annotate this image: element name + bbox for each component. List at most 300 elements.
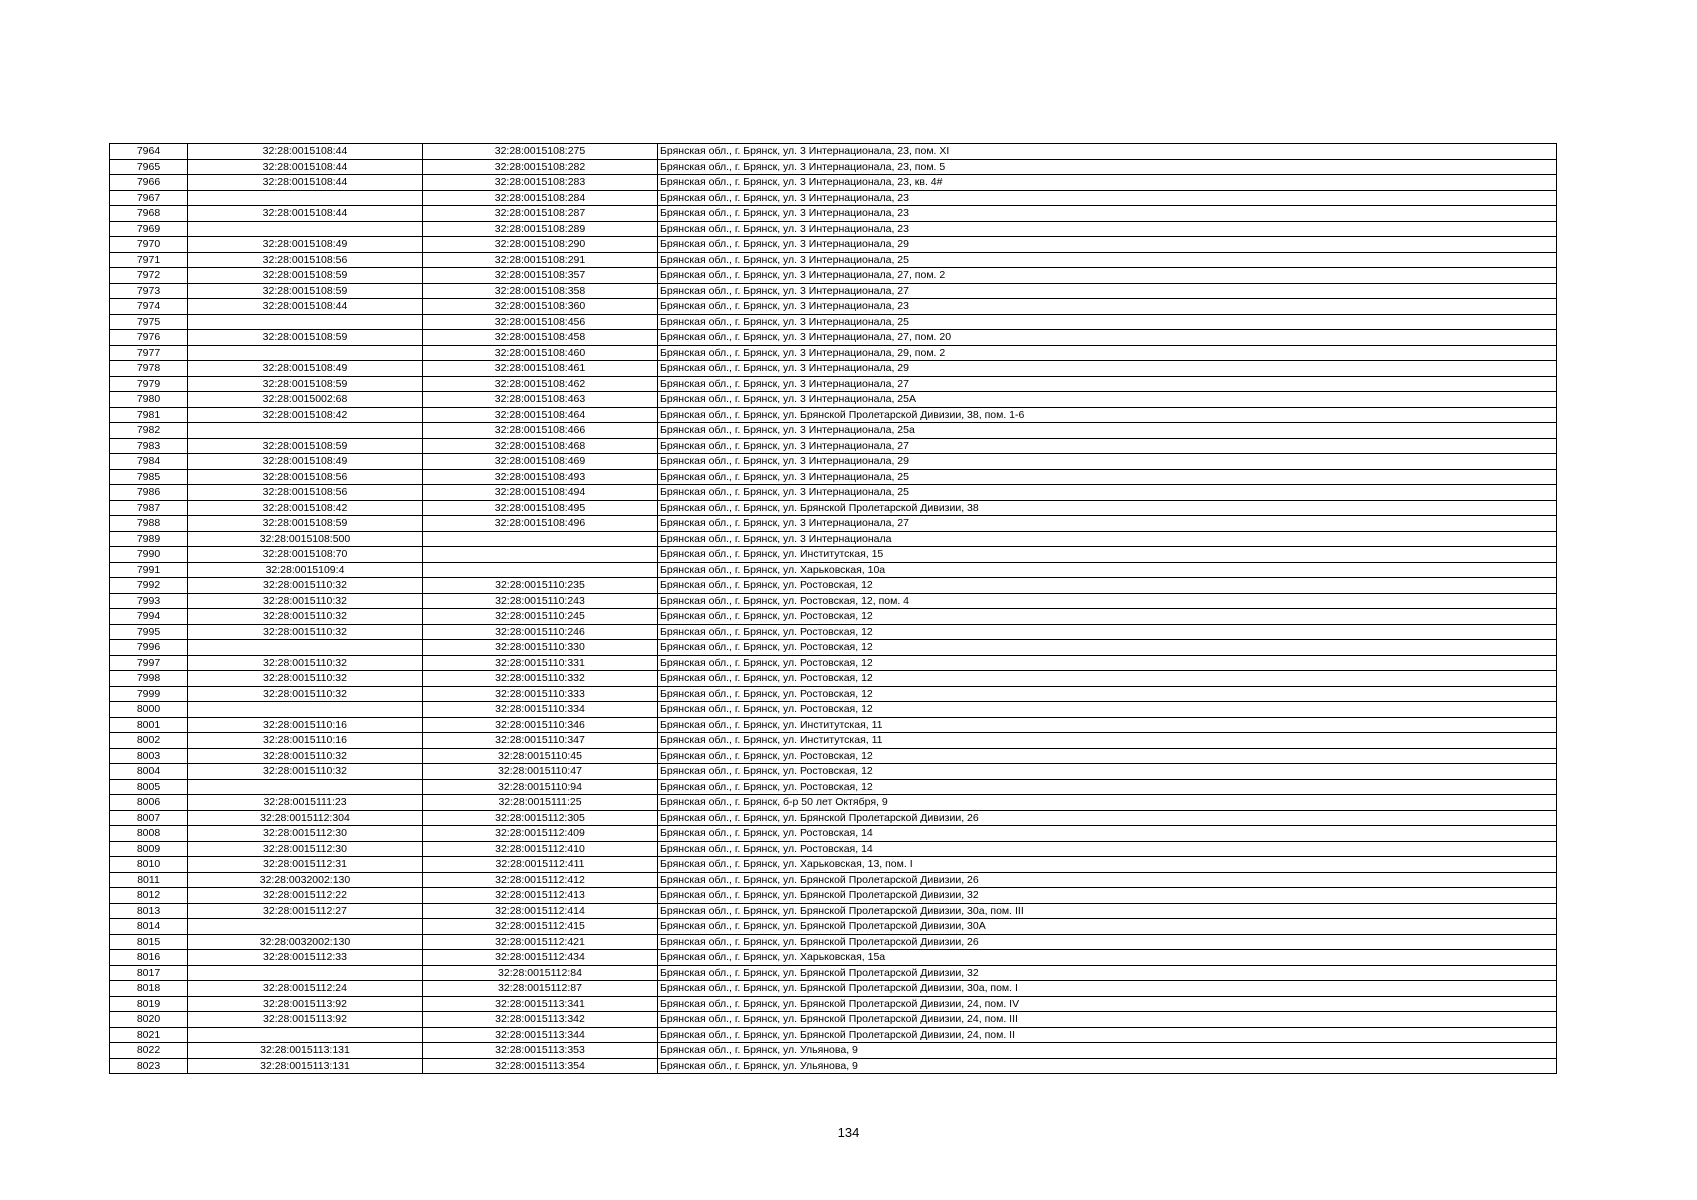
table-row bbox=[110, 1058, 1557, 1074]
parent-cadastral-number-cell: 32:28:0015112:22 bbox=[188, 888, 423, 904]
row-number-cell: 8018 bbox=[110, 981, 188, 997]
parent-cadastral-number-cell: 32:28:0015112:33 bbox=[188, 950, 423, 966]
row-number-cell: 7976 bbox=[110, 330, 188, 346]
row-number-cell: 7993 bbox=[110, 593, 188, 609]
parent-cadastral-number-cell: 32:28:0015108:49 bbox=[188, 361, 423, 377]
table-row bbox=[110, 655, 1557, 671]
row-number-cell: 8007 bbox=[110, 810, 188, 826]
table-row bbox=[110, 485, 1557, 501]
address-cell: Брянская обл., г. Брянск, ул. 3 Интернационала, 23, пом. XI bbox=[658, 144, 1557, 160]
table-row bbox=[110, 268, 1557, 284]
table-row bbox=[110, 423, 1557, 439]
address-cell: Брянская обл., г. Брянск, ул. Ростовская, 12 bbox=[658, 609, 1557, 625]
cadastral-number-cell: 32:28:0015112:412 bbox=[423, 872, 658, 888]
table-row bbox=[110, 857, 1557, 873]
table-row bbox=[110, 733, 1557, 749]
cadastral-number-cell: 32:28:0015112:413 bbox=[423, 888, 658, 904]
cadastral-number-cell: 32:28:0015110:45 bbox=[423, 748, 658, 764]
table-row bbox=[110, 345, 1557, 361]
table-row bbox=[110, 981, 1557, 997]
parent-cadastral-number-cell: 32:28:0015113:92 bbox=[188, 996, 423, 1012]
address-cell: Брянская обл., г. Брянск, ул. Ростовская, 12 bbox=[658, 624, 1557, 640]
parent-cadastral-number-cell: 32:28:0015108:44 bbox=[188, 299, 423, 315]
address-cell: Брянская обл., г. Брянск, ул. 3 Интернационала, 29 bbox=[658, 454, 1557, 470]
cadastral-number-cell: 32:28:0015108:493 bbox=[423, 469, 658, 485]
address-cell: Брянская обл., г. Брянск, ул. 3 Интернационала, 29 bbox=[658, 361, 1557, 377]
address-cell: Брянская обл., г. Брянск, ул. Брянской Пролетарской Дивизии, 32 bbox=[658, 965, 1557, 981]
row-number-cell: 7982 bbox=[110, 423, 188, 439]
parent-cadastral-number-cell: 32:28:0015108:49 bbox=[188, 237, 423, 253]
parent-cadastral-number-cell bbox=[188, 190, 423, 206]
address-cell: Брянская обл., г. Брянск, ул. 3 Интернационала, 23 bbox=[658, 221, 1557, 237]
table-row bbox=[110, 872, 1557, 888]
table-row bbox=[110, 764, 1557, 780]
parent-cadastral-number-cell: 32:28:0015108:59 bbox=[188, 438, 423, 454]
cadastral-number-cell: 32:28:0015110:235 bbox=[423, 578, 658, 594]
parent-cadastral-number-cell: 32:28:0015002:68 bbox=[188, 392, 423, 408]
address-cell: Брянская обл., г. Брянск, ул. Ростовская, 14 bbox=[658, 826, 1557, 842]
address-cell: Брянская обл., г. Брянск, ул. Брянской Пролетарской Дивизии, 32 bbox=[658, 888, 1557, 904]
address-cell: Брянская обл., г. Брянск, ул. Ростовская, 12 bbox=[658, 702, 1557, 718]
cadastral-number-cell: 32:28:0015110:334 bbox=[423, 702, 658, 718]
row-number-cell: 7996 bbox=[110, 640, 188, 656]
address-cell: Брянская обл., г. Брянск, ул. Брянской Пролетарской Дивизии, 24, пом. II bbox=[658, 1027, 1557, 1043]
parent-cadastral-number-cell bbox=[188, 345, 423, 361]
table-row bbox=[110, 640, 1557, 656]
cadastral-number-cell: 32:28:0015108:357 bbox=[423, 268, 658, 284]
row-number-cell: 8000 bbox=[110, 702, 188, 718]
address-cell: Брянская обл., г. Брянск, ул. Ростовская, 14 bbox=[658, 841, 1557, 857]
table-row bbox=[110, 795, 1557, 811]
parent-cadastral-number-cell bbox=[188, 702, 423, 718]
row-number-cell: 8005 bbox=[110, 779, 188, 795]
table-row bbox=[110, 624, 1557, 640]
cadastral-number-cell bbox=[423, 562, 658, 578]
row-number-cell: 7971 bbox=[110, 252, 188, 268]
parent-cadastral-number-cell: 32:28:0015108:56 bbox=[188, 485, 423, 501]
cadastral-number-cell: 32:28:0015112:87 bbox=[423, 981, 658, 997]
table-row bbox=[110, 810, 1557, 826]
address-cell: Брянская обл., г. Брянск, ул. 3 Интернационала, 27, пом. 20 bbox=[658, 330, 1557, 346]
page-number: 134 bbox=[837, 1125, 860, 1140]
row-number-cell: 8009 bbox=[110, 841, 188, 857]
cadastral-number-cell: 32:28:0015113:342 bbox=[423, 1012, 658, 1028]
address-cell: Брянская обл., г. Брянск, ул. 3 Интернационала bbox=[658, 531, 1557, 547]
parent-cadastral-number-cell: 32:28:0015108:500 bbox=[188, 531, 423, 547]
address-cell: Брянская обл., г. Брянск, ул. Брянской Пролетарской Дивизии, 26 bbox=[658, 810, 1557, 826]
address-cell: Брянская обл., г. Брянск, ул. Ростовская, 12 bbox=[658, 655, 1557, 671]
row-number-cell: 7985 bbox=[110, 469, 188, 485]
parent-cadastral-number-cell: 32:28:0015110:16 bbox=[188, 717, 423, 733]
table-row bbox=[110, 190, 1557, 206]
parent-cadastral-number-cell bbox=[188, 1027, 423, 1043]
table-row bbox=[110, 299, 1557, 315]
row-number-cell: 7970 bbox=[110, 237, 188, 253]
address-cell: Брянская обл., г. Брянск, ул. 3 Интернационала, 23 bbox=[658, 190, 1557, 206]
table-row bbox=[110, 686, 1557, 702]
parent-cadastral-number-cell bbox=[188, 965, 423, 981]
address-cell: Брянская обл., г. Брянск, ул. Брянской Пролетарской Дивизии, 38 bbox=[658, 500, 1557, 516]
table-row bbox=[110, 547, 1557, 563]
table-row bbox=[110, 779, 1557, 795]
row-number-cell: 8010 bbox=[110, 857, 188, 873]
address-cell: Брянская обл., г. Брянск, ул. Брянской Пролетарской Дивизии, 26 bbox=[658, 934, 1557, 950]
address-cell: Брянская обл., г. Брянск, ул. 3 Интернационала, 25 bbox=[658, 485, 1557, 501]
parent-cadastral-number-cell: 32:28:0015110:32 bbox=[188, 655, 423, 671]
parent-cadastral-number-cell bbox=[188, 779, 423, 795]
address-cell: Брянская обл., г. Брянск, ул. Ростовская, 12 bbox=[658, 578, 1557, 594]
cadastral-number-cell: 32:28:0015112:409 bbox=[423, 826, 658, 842]
table-row bbox=[110, 438, 1557, 454]
table-row bbox=[110, 671, 1557, 687]
address-cell: Брянская обл., г. Брянск, ул. Харьковская, 13, пом. I bbox=[658, 857, 1557, 873]
parent-cadastral-number-cell: 32:28:0015108:70 bbox=[188, 547, 423, 563]
table-row bbox=[110, 144, 1557, 160]
table-row bbox=[110, 1043, 1557, 1059]
address-cell: Брянская обл., г. Брянск, ул. Ульянова, 9 bbox=[658, 1058, 1557, 1074]
address-cell: Брянская обл., г. Брянск, ул. 3 Интернационала, 25 bbox=[658, 469, 1557, 485]
address-cell: Брянская обл., г. Брянск, ул. 3 Интернационала, 29, пом. 2 bbox=[658, 345, 1557, 361]
table-row bbox=[110, 562, 1557, 578]
table-row bbox=[110, 376, 1557, 392]
row-number-cell: 7986 bbox=[110, 485, 188, 501]
row-number-cell: 7998 bbox=[110, 671, 188, 687]
address-cell: Брянская обл., г. Брянск, ул. Брянской Пролетарской Дивизии, 30а, пом. I bbox=[658, 981, 1557, 997]
row-number-cell: 8016 bbox=[110, 950, 188, 966]
row-number-cell: 7984 bbox=[110, 454, 188, 470]
parent-cadastral-number-cell: 32:28:0015108:42 bbox=[188, 407, 423, 423]
row-number-cell: 8020 bbox=[110, 1012, 188, 1028]
address-cell: Брянская обл., г. Брянск, ул. Институтская, 11 bbox=[658, 733, 1557, 749]
address-cell: Брянская обл., г. Брянск, ул. Ульянова, 9 bbox=[658, 1043, 1557, 1059]
cadastral-number-cell: 32:28:0015108:469 bbox=[423, 454, 658, 470]
parent-cadastral-number-cell: 32:28:0015110:32 bbox=[188, 593, 423, 609]
table-row bbox=[110, 469, 1557, 485]
parent-cadastral-number-cell: 32:28:0015113:131 bbox=[188, 1058, 423, 1074]
parent-cadastral-number-cell: 32:28:0015112:24 bbox=[188, 981, 423, 997]
parent-cadastral-number-cell: 32:28:0015108:44 bbox=[188, 144, 423, 160]
parent-cadastral-number-cell: 32:28:0015113:92 bbox=[188, 1012, 423, 1028]
parent-cadastral-number-cell: 32:28:0015110:32 bbox=[188, 578, 423, 594]
table-row bbox=[110, 717, 1557, 733]
cadastral-number-cell: 32:28:0015110:245 bbox=[423, 609, 658, 625]
cadastral-number-cell: 32:28:0015108:358 bbox=[423, 283, 658, 299]
table-row bbox=[110, 221, 1557, 237]
row-number-cell: 8004 bbox=[110, 764, 188, 780]
address-cell: Брянская обл., г. Брянск, ул. 3 Интернационала, 23, пом. 5 bbox=[658, 159, 1557, 175]
cadastral-number-cell: 32:28:0015110:330 bbox=[423, 640, 658, 656]
parent-cadastral-number-cell: 32:28:0015108:44 bbox=[188, 206, 423, 222]
parent-cadastral-number-cell: 32:28:0015110:32 bbox=[188, 609, 423, 625]
cadastral-number-cell: 32:28:0015108:462 bbox=[423, 376, 658, 392]
parent-cadastral-number-cell: 32:28:0015108:59 bbox=[188, 516, 423, 532]
row-number-cell: 7968 bbox=[110, 206, 188, 222]
parent-cadastral-number-cell: 32:28:0015108:44 bbox=[188, 159, 423, 175]
parent-cadastral-number-cell bbox=[188, 221, 423, 237]
row-number-cell: 7987 bbox=[110, 500, 188, 516]
row-number-cell: 7978 bbox=[110, 361, 188, 377]
cadastral-number-cell: 32:28:0015112:421 bbox=[423, 934, 658, 950]
table-row bbox=[110, 1012, 1557, 1028]
parent-cadastral-number-cell: 32:28:0032002:130 bbox=[188, 934, 423, 950]
table-row bbox=[110, 237, 1557, 253]
parent-cadastral-number-cell: 32:28:0015112:304 bbox=[188, 810, 423, 826]
row-number-cell: 8008 bbox=[110, 826, 188, 842]
address-cell: Брянская обл., г. Брянск, ул. 3 Интернационала, 27 bbox=[658, 438, 1557, 454]
row-number-cell: 8002 bbox=[110, 733, 188, 749]
row-number-cell: 7964 bbox=[110, 144, 188, 160]
row-number-cell: 7994 bbox=[110, 609, 188, 625]
address-cell: Брянская обл., г. Брянск, ул. 3 Интернационала, 27 bbox=[658, 283, 1557, 299]
row-number-cell: 7965 bbox=[110, 159, 188, 175]
parent-cadastral-number-cell: 32:28:0015110:32 bbox=[188, 748, 423, 764]
cadastral-number-cell: 32:28:0015108:456 bbox=[423, 314, 658, 330]
table-row bbox=[110, 593, 1557, 609]
table-row bbox=[110, 531, 1557, 547]
row-number-cell: 8006 bbox=[110, 795, 188, 811]
table-row bbox=[110, 500, 1557, 516]
parent-cadastral-number-cell: 32:28:0015110:16 bbox=[188, 733, 423, 749]
row-number-cell: 7974 bbox=[110, 299, 188, 315]
address-cell: Брянская обл., г. Брянск, ул. 3 Интернационала, 25 bbox=[658, 252, 1557, 268]
table-row bbox=[110, 965, 1557, 981]
cadastral-number-cell: 32:28:0015108:282 bbox=[423, 159, 658, 175]
cadastral-number-cell: 32:28:0015108:275 bbox=[423, 144, 658, 160]
cadastral-number-cell: 32:28:0015112:84 bbox=[423, 965, 658, 981]
address-cell: Брянская обл., г. Брянск, ул. 3 Интернационала, 27 bbox=[658, 516, 1557, 532]
cadastral-number-cell: 32:28:0015110:331 bbox=[423, 655, 658, 671]
cadastral-number-cell: 32:28:0015110:246 bbox=[423, 624, 658, 640]
address-cell: Брянская обл., г. Брянск, ул. 3 Интернационала, 23, кв. 4# bbox=[658, 175, 1557, 191]
row-number-cell: 7975 bbox=[110, 314, 188, 330]
parent-cadastral-number-cell: 32:28:0015108:59 bbox=[188, 376, 423, 392]
cadastral-number-cell: 32:28:0015108:283 bbox=[423, 175, 658, 191]
address-cell: Брянская обл., г. Брянск, ул. Брянской Пролетарской Дивизии, 30а, пом. III bbox=[658, 903, 1557, 919]
row-number-cell: 8017 bbox=[110, 965, 188, 981]
table-row bbox=[110, 888, 1557, 904]
address-cell: Брянская обл., г. Брянск, ул. Ростовская, 12 bbox=[658, 640, 1557, 656]
row-number-cell: 8021 bbox=[110, 1027, 188, 1043]
table-row bbox=[110, 578, 1557, 594]
parent-cadastral-number-cell: 32:28:0015108:42 bbox=[188, 500, 423, 516]
cadastral-number-cell: 32:28:0015112:411 bbox=[423, 857, 658, 873]
parent-cadastral-number-cell bbox=[188, 640, 423, 656]
parent-cadastral-number-cell: 32:28:0015112:30 bbox=[188, 826, 423, 842]
address-cell: Брянская обл., г. Брянск, ул. Ростовская, 12 bbox=[658, 686, 1557, 702]
cadastral-number-cell: 32:28:0015108:289 bbox=[423, 221, 658, 237]
address-cell: Брянская обл., г. Брянск, б-р 50 лет Октября, 9 bbox=[658, 795, 1557, 811]
cadastral-number-cell: 32:28:0015110:94 bbox=[423, 779, 658, 795]
address-cell: Брянская обл., г. Брянск, ул. 3 Интернационала, 23 bbox=[658, 206, 1557, 222]
row-number-cell: 7967 bbox=[110, 190, 188, 206]
registry-table-body bbox=[110, 144, 1557, 1074]
parent-cadastral-number-cell: 32:28:0015108:44 bbox=[188, 175, 423, 191]
address-cell: Брянская обл., г. Брянск, ул. Ростовская, 12, пом. 4 bbox=[658, 593, 1557, 609]
cadastral-number-cell: 32:28:0015108:458 bbox=[423, 330, 658, 346]
row-number-cell: 7989 bbox=[110, 531, 188, 547]
address-cell: Брянская обл., г. Брянск, ул. Харьковская, 10а bbox=[658, 562, 1557, 578]
row-number-cell: 8015 bbox=[110, 934, 188, 950]
table-row bbox=[110, 206, 1557, 222]
row-number-cell: 8019 bbox=[110, 996, 188, 1012]
table-row bbox=[110, 392, 1557, 408]
table-row bbox=[110, 159, 1557, 175]
cadastral-number-cell: 32:28:0015110:243 bbox=[423, 593, 658, 609]
cadastral-number-cell: 32:28:0015110:346 bbox=[423, 717, 658, 733]
table-row bbox=[110, 175, 1557, 191]
row-number-cell: 8012 bbox=[110, 888, 188, 904]
cadastral-number-cell bbox=[423, 547, 658, 563]
cadastral-number-cell: 32:28:0015108:460 bbox=[423, 345, 658, 361]
cadastral-number-cell bbox=[423, 531, 658, 547]
cadastral-number-cell: 32:28:0015108:468 bbox=[423, 438, 658, 454]
cadastral-number-cell: 32:28:0015113:353 bbox=[423, 1043, 658, 1059]
cadastral-number-cell: 32:28:0015108:291 bbox=[423, 252, 658, 268]
table-row bbox=[110, 314, 1557, 330]
cadastral-number-cell: 32:28:0015108:287 bbox=[423, 206, 658, 222]
cadastral-number-cell: 32:28:0015108:494 bbox=[423, 485, 658, 501]
table-row bbox=[110, 361, 1557, 377]
parent-cadastral-number-cell: 32:28:0015108:59 bbox=[188, 283, 423, 299]
parent-cadastral-number-cell: 32:28:0015108:59 bbox=[188, 330, 423, 346]
row-number-cell: 7995 bbox=[110, 624, 188, 640]
address-cell: Брянская обл., г. Брянск, ул. Брянской Пролетарской Дивизии, 24, пом. III bbox=[658, 1012, 1557, 1028]
cadastral-number-cell: 32:28:0015108:463 bbox=[423, 392, 658, 408]
table-row bbox=[110, 996, 1557, 1012]
cadastral-number-cell: 32:28:0015108:466 bbox=[423, 423, 658, 439]
cadastral-number-cell: 32:28:0015108:461 bbox=[423, 361, 658, 377]
cadastral-number-cell: 32:28:0015110:333 bbox=[423, 686, 658, 702]
row-number-cell: 7979 bbox=[110, 376, 188, 392]
address-cell: Брянская обл., г. Брянск, ул. Институтская, 15 bbox=[658, 547, 1557, 563]
table-row bbox=[110, 841, 1557, 857]
cadastral-number-cell: 32:28:0015112:305 bbox=[423, 810, 658, 826]
row-number-cell: 7991 bbox=[110, 562, 188, 578]
address-cell: Брянская обл., г. Брянск, ул. Брянской Пролетарской Дивизии, 26 bbox=[658, 872, 1557, 888]
table-row bbox=[110, 609, 1557, 625]
row-number-cell: 7969 bbox=[110, 221, 188, 237]
table-row bbox=[110, 252, 1557, 268]
cadastral-number-cell: 32:28:0015113:354 bbox=[423, 1058, 658, 1074]
parent-cadastral-number-cell: 32:28:0015110:32 bbox=[188, 686, 423, 702]
cadastral-number-cell: 32:28:0015108:496 bbox=[423, 516, 658, 532]
parent-cadastral-number-cell: 32:28:0015113:131 bbox=[188, 1043, 423, 1059]
row-number-cell: 7999 bbox=[110, 686, 188, 702]
table-row bbox=[110, 934, 1557, 950]
table-row bbox=[110, 950, 1557, 966]
parent-cadastral-number-cell: 32:28:0015112:31 bbox=[188, 857, 423, 873]
cadastral-number-cell: 32:28:0015111:25 bbox=[423, 795, 658, 811]
row-number-cell: 8022 bbox=[110, 1043, 188, 1059]
address-cell: Брянская обл., г. Брянск, ул. 3 Интернационала, 25а bbox=[658, 423, 1557, 439]
registry-table bbox=[109, 143, 1557, 1074]
row-number-cell: 7988 bbox=[110, 516, 188, 532]
parent-cadastral-number-cell: 32:28:0015108:59 bbox=[188, 268, 423, 284]
cadastral-number-cell: 32:28:0015112:414 bbox=[423, 903, 658, 919]
address-cell: Брянская обл., г. Брянск, ул. 3 Интернационала, 27, пом. 2 bbox=[658, 268, 1557, 284]
table-row bbox=[110, 919, 1557, 935]
cadastral-number-cell: 32:28:0015110:47 bbox=[423, 764, 658, 780]
row-number-cell: 8001 bbox=[110, 717, 188, 733]
table-row bbox=[110, 407, 1557, 423]
cadastral-number-cell: 32:28:0015108:360 bbox=[423, 299, 658, 315]
address-cell: Брянская обл., г. Брянск, ул. Харьковская, 15а bbox=[658, 950, 1557, 966]
parent-cadastral-number-cell: 32:28:0015110:32 bbox=[188, 671, 423, 687]
cadastral-number-cell: 32:28:0015113:341 bbox=[423, 996, 658, 1012]
cadastral-number-cell: 32:28:0015113:344 bbox=[423, 1027, 658, 1043]
parent-cadastral-number-cell: 32:28:0015112:30 bbox=[188, 841, 423, 857]
address-cell: Брянская обл., г. Брянск, ул. Брянской Пролетарской Дивизии, 38, пом. 1-6 bbox=[658, 407, 1557, 423]
parent-cadastral-number-cell: 32:28:0015110:32 bbox=[188, 624, 423, 640]
table-row bbox=[110, 516, 1557, 532]
table-row bbox=[110, 748, 1557, 764]
table-row bbox=[110, 702, 1557, 718]
address-cell: Брянская обл., г. Брянск, ул. Ростовская, 12 bbox=[658, 779, 1557, 795]
row-number-cell: 7997 bbox=[110, 655, 188, 671]
address-cell: Брянская обл., г. Брянск, ул. Ростовская, 12 bbox=[658, 764, 1557, 780]
row-number-cell: 8023 bbox=[110, 1058, 188, 1074]
parent-cadastral-number-cell: 32:28:0015108:49 bbox=[188, 454, 423, 470]
parent-cadastral-number-cell: 32:28:0015110:32 bbox=[188, 764, 423, 780]
cadastral-number-cell: 32:28:0015110:332 bbox=[423, 671, 658, 687]
row-number-cell: 8014 bbox=[110, 919, 188, 935]
row-number-cell: 7972 bbox=[110, 268, 188, 284]
cadastral-number-cell: 32:28:0015112:410 bbox=[423, 841, 658, 857]
row-number-cell: 7980 bbox=[110, 392, 188, 408]
table-row bbox=[110, 1027, 1557, 1043]
row-number-cell: 8003 bbox=[110, 748, 188, 764]
row-number-cell: 7966 bbox=[110, 175, 188, 191]
parent-cadastral-number-cell bbox=[188, 423, 423, 439]
table-row bbox=[110, 454, 1557, 470]
address-cell: Брянская обл., г. Брянск, ул. Ростовская, 12 bbox=[658, 748, 1557, 764]
row-number-cell: 7973 bbox=[110, 283, 188, 299]
address-cell: Брянская обл., г. Брянск, ул. 3 Интернационала, 25А bbox=[658, 392, 1557, 408]
row-number-cell: 7977 bbox=[110, 345, 188, 361]
parent-cadastral-number-cell bbox=[188, 919, 423, 935]
row-number-cell: 8013 bbox=[110, 903, 188, 919]
cadastral-number-cell: 32:28:0015108:284 bbox=[423, 190, 658, 206]
row-number-cell: 7983 bbox=[110, 438, 188, 454]
table-row bbox=[110, 826, 1557, 842]
parent-cadastral-number-cell: 32:28:0015108:56 bbox=[188, 469, 423, 485]
parent-cadastral-number-cell: 32:28:0015108:56 bbox=[188, 252, 423, 268]
table-row bbox=[110, 283, 1557, 299]
cadastral-number-cell: 32:28:0015108:495 bbox=[423, 500, 658, 516]
parent-cadastral-number-cell: 32:28:0015109:4 bbox=[188, 562, 423, 578]
cadastral-number-cell: 32:28:0015110:347 bbox=[423, 733, 658, 749]
address-cell: Брянская обл., г. Брянск, ул. Ростовская, 12 bbox=[658, 671, 1557, 687]
parent-cadastral-number-cell: 32:28:0032002:130 bbox=[188, 872, 423, 888]
cadastral-number-cell: 32:28:0015112:434 bbox=[423, 950, 658, 966]
table-row bbox=[110, 903, 1557, 919]
address-cell: Брянская обл., г. Брянск, ул. Брянской Пролетарской Дивизии, 30А bbox=[658, 919, 1557, 935]
parent-cadastral-number-cell: 32:28:0015111:23 bbox=[188, 795, 423, 811]
cadastral-number-cell: 32:28:0015112:415 bbox=[423, 919, 658, 935]
address-cell: Брянская обл., г. Брянск, ул. 3 Интернационала, 25 bbox=[658, 314, 1557, 330]
parent-cadastral-number-cell bbox=[188, 314, 423, 330]
address-cell: Брянская обл., г. Брянск, ул. 3 Интернационала, 27 bbox=[658, 376, 1557, 392]
row-number-cell: 7981 bbox=[110, 407, 188, 423]
row-number-cell: 7992 bbox=[110, 578, 188, 594]
parent-cadastral-number-cell: 32:28:0015112:27 bbox=[188, 903, 423, 919]
address-cell: Брянская обл., г. Брянск, ул. Брянской Пролетарской Дивизии, 24, пом. IV bbox=[658, 996, 1557, 1012]
address-cell: Брянская обл., г. Брянск, ул. 3 Интернационала, 29 bbox=[658, 237, 1557, 253]
row-number-cell: 8011 bbox=[110, 872, 188, 888]
address-cell: Брянская обл., г. Брянск, ул. 3 Интернационала, 23 bbox=[658, 299, 1557, 315]
cadastral-number-cell: 32:28:0015108:464 bbox=[423, 407, 658, 423]
row-number-cell: 7990 bbox=[110, 547, 188, 563]
